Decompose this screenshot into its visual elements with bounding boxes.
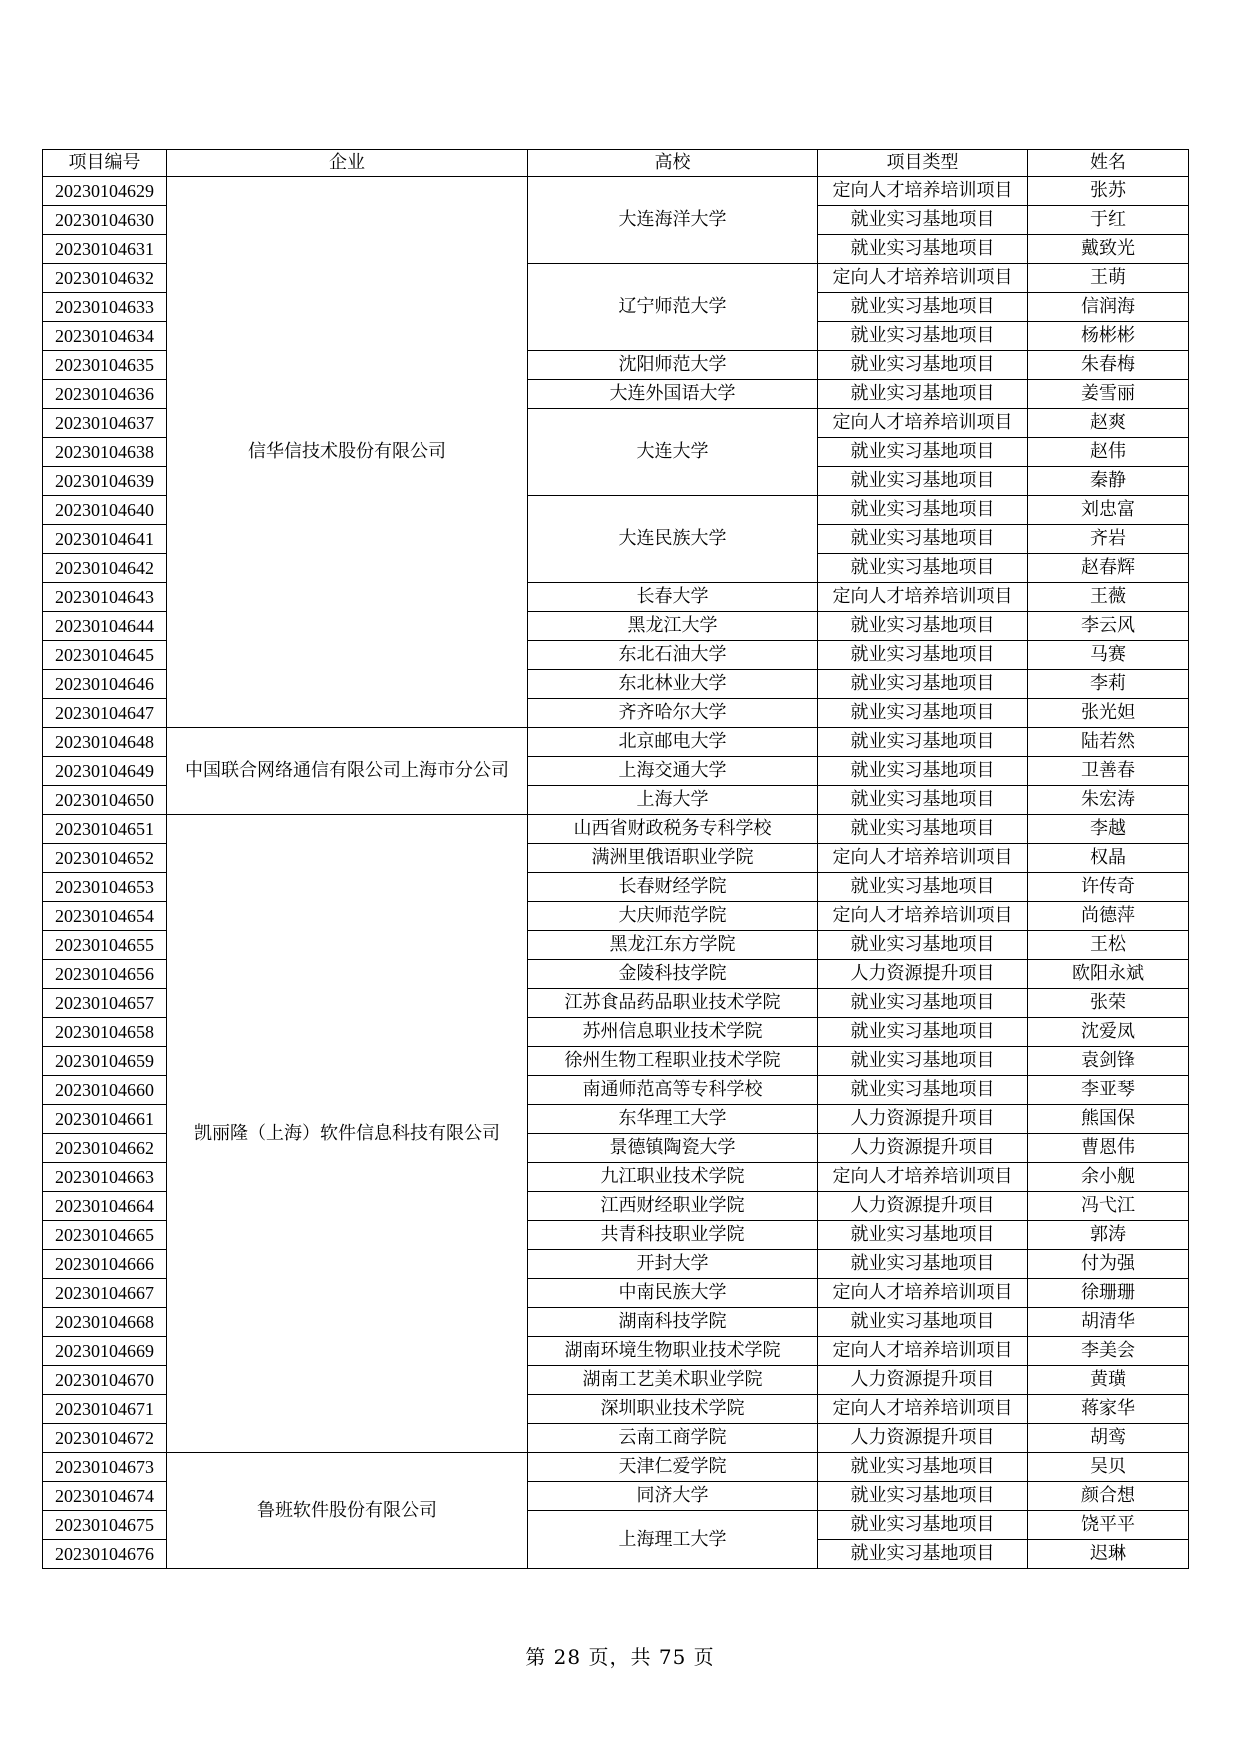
project-type-cell: 就业实习基地项目 bbox=[818, 815, 1028, 844]
person-name-cell: 朱宏涛 bbox=[1028, 786, 1189, 815]
person-name-cell: 曹恩伟 bbox=[1028, 1134, 1189, 1163]
project-type-cell: 定向人才培养培训项目 bbox=[818, 177, 1028, 206]
university-cell: 湖南环境生物职业技术学院 bbox=[528, 1337, 818, 1366]
project-id-cell: 20230104645 bbox=[43, 641, 167, 670]
project-type-cell: 就业实习基地项目 bbox=[818, 496, 1028, 525]
project-type-cell: 定向人才培养培训项目 bbox=[818, 844, 1028, 873]
person-name-cell: 王松 bbox=[1028, 931, 1189, 960]
university-cell: 南通师范高等专科学校 bbox=[528, 1076, 818, 1105]
project-type-cell: 就业实习基地项目 bbox=[818, 554, 1028, 583]
project-type-cell: 就业实习基地项目 bbox=[818, 931, 1028, 960]
project-id-cell: 20230104674 bbox=[43, 1482, 167, 1511]
university-cell: 金陵科技学院 bbox=[528, 960, 818, 989]
university-cell: 东北石油大学 bbox=[528, 641, 818, 670]
project-type-cell: 就业实习基地项目 bbox=[818, 206, 1028, 235]
person-name-cell: 迟琳 bbox=[1028, 1540, 1189, 1569]
project-type-cell: 人力资源提升项目 bbox=[818, 1105, 1028, 1134]
project-id-cell: 20230104668 bbox=[43, 1308, 167, 1337]
project-id-cell: 20230104648 bbox=[43, 728, 167, 757]
person-name-cell: 张光妲 bbox=[1028, 699, 1189, 728]
project-type-cell: 就业实习基地项目 bbox=[818, 1511, 1028, 1540]
enterprise-cell: 鲁班软件股份有限公司 bbox=[167, 1453, 528, 1569]
project-type-cell: 定向人才培养培训项目 bbox=[818, 1337, 1028, 1366]
person-name-cell: 颜合想 bbox=[1028, 1482, 1189, 1511]
project-type-cell: 就业实习基地项目 bbox=[818, 699, 1028, 728]
person-name-cell: 赵伟 bbox=[1028, 438, 1189, 467]
project-id-cell: 20230104633 bbox=[43, 293, 167, 322]
project-id-cell: 20230104637 bbox=[43, 409, 167, 438]
table-row bbox=[43, 1453, 1189, 1482]
university-cell: 景德镇陶瓷大学 bbox=[528, 1134, 818, 1163]
project-list-table bbox=[42, 149, 1189, 1569]
university-cell: 天津仁爱学院 bbox=[528, 1453, 818, 1482]
university-cell: 沈阳师范大学 bbox=[528, 351, 818, 380]
person-name-cell: 袁剑锋 bbox=[1028, 1047, 1189, 1076]
project-type-cell: 就业实习基地项目 bbox=[818, 438, 1028, 467]
project-id-cell: 20230104671 bbox=[43, 1395, 167, 1424]
project-type-cell: 就业实习基地项目 bbox=[818, 351, 1028, 380]
project-id-cell: 20230104632 bbox=[43, 264, 167, 293]
table-header bbox=[43, 150, 1189, 177]
project-id-cell: 20230104651 bbox=[43, 815, 167, 844]
project-type-cell: 就业实习基地项目 bbox=[818, 1076, 1028, 1105]
university-cell: 山西省财政税务专科学校 bbox=[528, 815, 818, 844]
project-id-cell: 20230104643 bbox=[43, 583, 167, 612]
person-name-cell: 胡鸾 bbox=[1028, 1424, 1189, 1453]
page-number-text: 第 28 页，共 75 页 bbox=[525, 1645, 715, 1669]
table-row bbox=[43, 177, 1189, 206]
university-cell: 湖南科技学院 bbox=[528, 1308, 818, 1337]
university-cell: 中南民族大学 bbox=[528, 1279, 818, 1308]
header-project-id: 项目编号 bbox=[43, 150, 167, 177]
project-id-cell: 20230104653 bbox=[43, 873, 167, 902]
person-name-cell: 杨彬彬 bbox=[1028, 322, 1189, 351]
person-name-cell: 付为强 bbox=[1028, 1250, 1189, 1279]
project-type-cell: 就业实习基地项目 bbox=[818, 670, 1028, 699]
project-id-cell: 20230104656 bbox=[43, 960, 167, 989]
table-row bbox=[43, 728, 1189, 757]
project-id-cell: 20230104652 bbox=[43, 844, 167, 873]
person-name-cell: 刘忠富 bbox=[1028, 496, 1189, 525]
person-name-cell: 卫善春 bbox=[1028, 757, 1189, 786]
project-id-cell: 20230104666 bbox=[43, 1250, 167, 1279]
person-name-cell: 于红 bbox=[1028, 206, 1189, 235]
project-id-cell: 20230104655 bbox=[43, 931, 167, 960]
person-name-cell: 赵爽 bbox=[1028, 409, 1189, 438]
project-type-cell: 就业实习基地项目 bbox=[818, 1540, 1028, 1569]
person-name-cell: 胡清华 bbox=[1028, 1308, 1189, 1337]
project-id-cell: 20230104667 bbox=[43, 1279, 167, 1308]
enterprise-cell: 凯丽隆（上海）软件信息科技有限公司 bbox=[167, 815, 528, 1453]
project-type-cell: 定向人才培养培训项目 bbox=[818, 583, 1028, 612]
project-id-cell: 20230104646 bbox=[43, 670, 167, 699]
project-id-cell: 20230104662 bbox=[43, 1134, 167, 1163]
project-id-cell: 20230104663 bbox=[43, 1163, 167, 1192]
person-name-cell: 权晶 bbox=[1028, 844, 1189, 873]
project-type-cell: 就业实习基地项目 bbox=[818, 1453, 1028, 1482]
university-cell: 大连民族大学 bbox=[528, 496, 818, 583]
university-cell: 上海交通大学 bbox=[528, 757, 818, 786]
project-type-cell: 就业实习基地项目 bbox=[818, 1250, 1028, 1279]
project-type-cell: 人力资源提升项目 bbox=[818, 960, 1028, 989]
project-id-cell: 20230104639 bbox=[43, 467, 167, 496]
university-cell: 齐齐哈尔大学 bbox=[528, 699, 818, 728]
project-id-cell: 20230104641 bbox=[43, 525, 167, 554]
project-type-cell: 就业实习基地项目 bbox=[818, 989, 1028, 1018]
person-name-cell: 王萌 bbox=[1028, 264, 1189, 293]
university-cell: 黑龙江东方学院 bbox=[528, 931, 818, 960]
person-name-cell: 熊国保 bbox=[1028, 1105, 1189, 1134]
project-id-cell: 20230104664 bbox=[43, 1192, 167, 1221]
header-name: 姓名 bbox=[1028, 150, 1189, 177]
university-cell: 满洲里俄语职业学院 bbox=[528, 844, 818, 873]
header-row bbox=[43, 150, 1189, 177]
project-id-cell: 20230104661 bbox=[43, 1105, 167, 1134]
project-id-cell: 20230104660 bbox=[43, 1076, 167, 1105]
university-cell: 北京邮电大学 bbox=[528, 728, 818, 757]
university-cell: 大连海洋大学 bbox=[528, 177, 818, 264]
person-name-cell: 徐珊珊 bbox=[1028, 1279, 1189, 1308]
university-cell: 长春大学 bbox=[528, 583, 818, 612]
project-list-table-container bbox=[42, 149, 1188, 1569]
person-name-cell: 信润海 bbox=[1028, 293, 1189, 322]
project-type-cell: 定向人才培养培训项目 bbox=[818, 1163, 1028, 1192]
person-name-cell: 李云风 bbox=[1028, 612, 1189, 641]
person-name-cell: 李亚琴 bbox=[1028, 1076, 1189, 1105]
project-type-cell: 定向人才培养培训项目 bbox=[818, 264, 1028, 293]
person-name-cell: 李莉 bbox=[1028, 670, 1189, 699]
project-id-cell: 20230104631 bbox=[43, 235, 167, 264]
table-row bbox=[43, 815, 1189, 844]
project-type-cell: 就业实习基地项目 bbox=[818, 1018, 1028, 1047]
project-type-cell: 就业实习基地项目 bbox=[818, 1221, 1028, 1250]
university-cell: 同济大学 bbox=[528, 1482, 818, 1511]
person-name-cell: 李越 bbox=[1028, 815, 1189, 844]
project-id-cell: 20230104654 bbox=[43, 902, 167, 931]
project-type-cell: 人力资源提升项目 bbox=[818, 1192, 1028, 1221]
header-enterprise: 企业 bbox=[167, 150, 528, 177]
project-id-cell: 20230104634 bbox=[43, 322, 167, 351]
project-type-cell: 就业实习基地项目 bbox=[818, 641, 1028, 670]
enterprise-cell: 信华信技术股份有限公司 bbox=[167, 177, 528, 728]
header-project-type: 项目类型 bbox=[818, 150, 1028, 177]
university-cell: 大庆师范学院 bbox=[528, 902, 818, 931]
project-id-cell: 20230104665 bbox=[43, 1221, 167, 1250]
university-cell: 苏州信息职业技术学院 bbox=[528, 1018, 818, 1047]
project-id-cell: 20230104630 bbox=[43, 206, 167, 235]
project-id-cell: 20230104659 bbox=[43, 1047, 167, 1076]
university-cell: 黑龙江大学 bbox=[528, 612, 818, 641]
table-body bbox=[43, 177, 1189, 1569]
person-name-cell: 吴贝 bbox=[1028, 1453, 1189, 1482]
person-name-cell: 秦静 bbox=[1028, 467, 1189, 496]
project-type-cell: 人力资源提升项目 bbox=[818, 1134, 1028, 1163]
university-cell: 辽宁师范大学 bbox=[528, 264, 818, 351]
university-cell: 云南工商学院 bbox=[528, 1424, 818, 1453]
person-name-cell: 欧阳永斌 bbox=[1028, 960, 1189, 989]
university-cell: 九江职业技术学院 bbox=[528, 1163, 818, 1192]
person-name-cell: 王薇 bbox=[1028, 583, 1189, 612]
project-type-cell: 就业实习基地项目 bbox=[818, 873, 1028, 902]
project-id-cell: 20230104650 bbox=[43, 786, 167, 815]
project-id-cell: 20230104669 bbox=[43, 1337, 167, 1366]
university-cell: 大连大学 bbox=[528, 409, 818, 496]
project-id-cell: 20230104676 bbox=[43, 1540, 167, 1569]
university-cell: 江苏食品药品职业技术学院 bbox=[528, 989, 818, 1018]
project-id-cell: 20230104670 bbox=[43, 1366, 167, 1395]
person-name-cell: 赵春辉 bbox=[1028, 554, 1189, 583]
page-footer bbox=[0, 1641, 1240, 1670]
project-id-cell: 20230104649 bbox=[43, 757, 167, 786]
project-id-cell: 20230104673 bbox=[43, 1453, 167, 1482]
person-name-cell: 张苏 bbox=[1028, 177, 1189, 206]
person-name-cell: 冯弋江 bbox=[1028, 1192, 1189, 1221]
project-id-cell: 20230104642 bbox=[43, 554, 167, 583]
person-name-cell: 戴致光 bbox=[1028, 235, 1189, 264]
enterprise-cell: 中国联合网络通信有限公司上海市分公司 bbox=[167, 728, 528, 815]
project-id-cell: 20230104638 bbox=[43, 438, 167, 467]
university-cell: 深圳职业技术学院 bbox=[528, 1395, 818, 1424]
project-type-cell: 就业实习基地项目 bbox=[818, 1308, 1028, 1337]
project-type-cell: 就业实习基地项目 bbox=[818, 293, 1028, 322]
university-cell: 共青科技职业学院 bbox=[528, 1221, 818, 1250]
person-name-cell: 黄璜 bbox=[1028, 1366, 1189, 1395]
university-cell: 江西财经职业学院 bbox=[528, 1192, 818, 1221]
person-name-cell: 马赛 bbox=[1028, 641, 1189, 670]
person-name-cell: 朱春梅 bbox=[1028, 351, 1189, 380]
person-name-cell: 余小舰 bbox=[1028, 1163, 1189, 1192]
project-type-cell: 就业实习基地项目 bbox=[818, 786, 1028, 815]
person-name-cell: 齐岩 bbox=[1028, 525, 1189, 554]
project-type-cell: 就业实习基地项目 bbox=[818, 1482, 1028, 1511]
university-cell: 长春财经学院 bbox=[528, 873, 818, 902]
university-cell: 开封大学 bbox=[528, 1250, 818, 1279]
university-cell: 上海大学 bbox=[528, 786, 818, 815]
project-id-cell: 20230104640 bbox=[43, 496, 167, 525]
project-id-cell: 20230104657 bbox=[43, 989, 167, 1018]
project-type-cell: 定向人才培养培训项目 bbox=[818, 1395, 1028, 1424]
project-id-cell: 20230104644 bbox=[43, 612, 167, 641]
person-name-cell: 许传奇 bbox=[1028, 873, 1189, 902]
project-type-cell: 就业实习基地项目 bbox=[818, 322, 1028, 351]
project-id-cell: 20230104635 bbox=[43, 351, 167, 380]
project-type-cell: 定向人才培养培训项目 bbox=[818, 409, 1028, 438]
project-type-cell: 定向人才培养培训项目 bbox=[818, 1279, 1028, 1308]
project-type-cell: 就业实习基地项目 bbox=[818, 467, 1028, 496]
project-type-cell: 就业实习基地项目 bbox=[818, 1047, 1028, 1076]
project-type-cell: 就业实习基地项目 bbox=[818, 728, 1028, 757]
university-cell: 徐州生物工程职业技术学院 bbox=[528, 1047, 818, 1076]
project-id-cell: 20230104672 bbox=[43, 1424, 167, 1453]
person-name-cell: 郭涛 bbox=[1028, 1221, 1189, 1250]
person-name-cell: 尚德萍 bbox=[1028, 902, 1189, 931]
project-type-cell: 就业实习基地项目 bbox=[818, 380, 1028, 409]
project-id-cell: 20230104636 bbox=[43, 380, 167, 409]
person-name-cell: 沈爱凤 bbox=[1028, 1018, 1189, 1047]
person-name-cell: 蒋家华 bbox=[1028, 1395, 1189, 1424]
project-type-cell: 人力资源提升项目 bbox=[818, 1424, 1028, 1453]
project-type-cell: 就业实习基地项目 bbox=[818, 757, 1028, 786]
university-cell: 东华理工大学 bbox=[528, 1105, 818, 1134]
university-cell: 大连外国语大学 bbox=[528, 380, 818, 409]
person-name-cell: 姜雪丽 bbox=[1028, 380, 1189, 409]
person-name-cell: 李美会 bbox=[1028, 1337, 1189, 1366]
project-type-cell: 就业实习基地项目 bbox=[818, 235, 1028, 264]
university-cell: 湖南工艺美术职业学院 bbox=[528, 1366, 818, 1395]
header-university: 高校 bbox=[528, 150, 818, 177]
person-name-cell: 陆若然 bbox=[1028, 728, 1189, 757]
project-id-cell: 20230104658 bbox=[43, 1018, 167, 1047]
project-type-cell: 人力资源提升项目 bbox=[818, 1366, 1028, 1395]
project-type-cell: 就业实习基地项目 bbox=[818, 525, 1028, 554]
university-cell: 东北林业大学 bbox=[528, 670, 818, 699]
project-type-cell: 就业实习基地项目 bbox=[818, 612, 1028, 641]
university-cell: 上海理工大学 bbox=[528, 1511, 818, 1569]
project-id-cell: 20230104647 bbox=[43, 699, 167, 728]
person-name-cell: 饶平平 bbox=[1028, 1511, 1189, 1540]
project-id-cell: 20230104675 bbox=[43, 1511, 167, 1540]
project-type-cell: 定向人才培养培训项目 bbox=[818, 902, 1028, 931]
project-id-cell: 20230104629 bbox=[43, 177, 167, 206]
person-name-cell: 张荣 bbox=[1028, 989, 1189, 1018]
